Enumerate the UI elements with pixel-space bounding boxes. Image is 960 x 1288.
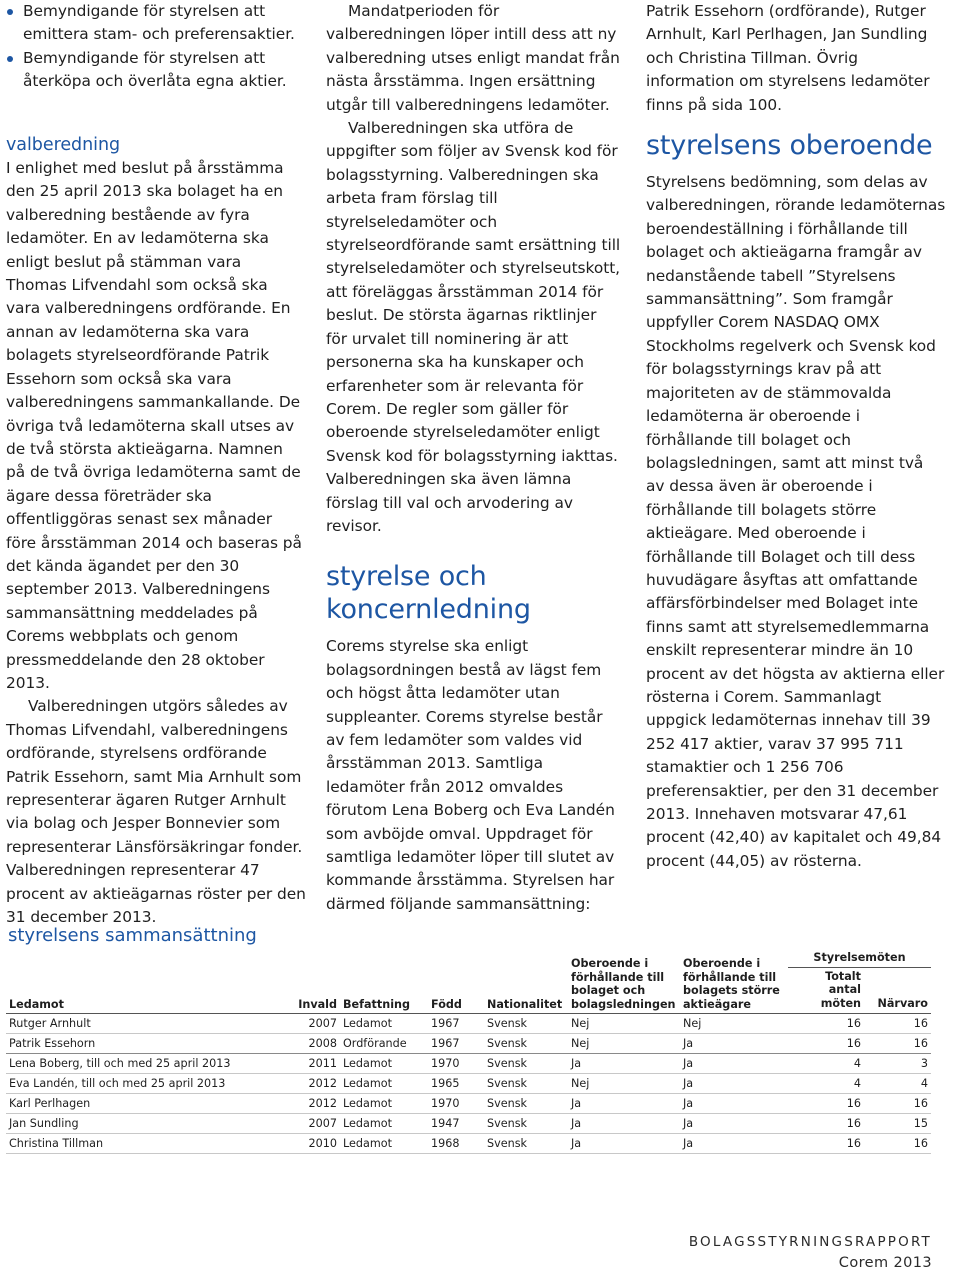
paragraph: I enlighet med beslut på årsstämma den 25 april 2013 ska bolaget ha en valberedning bestående av fyra ledamöter. En av ledamöterna ska enligt beslut på stämman vara Thomas Lifvendahl som också ska vara valberedningens ordförande. En annan av ledamöterna ska vara bolagets styrelseordförande Patrik Essehorn som också ska vara valberedningens sammankallande. De övriga två ledamöterna skall utses av de två största aktieägarna. Namnen på de två övriga ledamöterna samt de ägare dessa företräder ska offentliggöras senast sex månader före årsstämman 2014 och baseras på det kända ägandet per den 30 september 2013. Valberedningens sammansättning meddelades på Corems webbplats och genom pressmeddelande den 28 oktober 2013. [6, 159, 302, 692]
table-cell: Jan Sundling [6, 1114, 278, 1134]
bullet-list [6, 0, 306, 94]
table-cell: Svensk [484, 1034, 568, 1054]
section-heading-oberoende: styrelsens oberoende [646, 130, 933, 162]
table-cell: Eva Landén, till och med 25 april 2013 [6, 1074, 278, 1094]
table-cell: Patrik Essehorn [6, 1034, 278, 1054]
table-cell: 16 [864, 1134, 931, 1154]
table-cell: Ledamot [340, 1134, 428, 1154]
board-composition-table [6, 951, 931, 1154]
table-cell: 1967 [428, 1014, 484, 1034]
header-narvaro: Närvaro [864, 967, 931, 1014]
table-cell: 1965 [428, 1074, 484, 1094]
column-left [6, 0, 306, 929]
column-right [646, 0, 946, 873]
table-cell: Ledamot [340, 1114, 428, 1134]
table-cell: 2008 [278, 1034, 340, 1054]
table-row [6, 1134, 931, 1154]
table-cell: 16 [788, 1014, 864, 1034]
table-cell: Svensk [484, 1094, 568, 1114]
table-row [6, 1034, 931, 1054]
table-cell: 16 [788, 1134, 864, 1154]
header-fodd: Född [428, 951, 484, 1014]
table-cell: Ja [680, 1094, 788, 1114]
header-invald: Invald [278, 951, 340, 1014]
table-cell: 1968 [428, 1134, 484, 1154]
page-footer [689, 1232, 932, 1274]
table-cell: Rutger Arnhult [6, 1014, 278, 1034]
table-cell: Ja [568, 1094, 680, 1114]
header-styrelsemoten: Styrelsemöten [788, 951, 931, 967]
table-cell: 2012 [278, 1094, 340, 1114]
table-cell: Nej [568, 1034, 680, 1054]
table-cell: Svensk [484, 1114, 568, 1134]
table-cell: 1947 [428, 1114, 484, 1134]
table-row [6, 1114, 931, 1134]
bullet-item: Bemyndigande för styrelsen att återköpa och överlåta egna aktier. [6, 47, 306, 94]
table-cell: 2007 [278, 1114, 340, 1134]
table-cell: Svensk [484, 1074, 568, 1094]
table-cell: 16 [864, 1094, 931, 1114]
table-cell: 4 [788, 1054, 864, 1074]
paragraph: Mandatperioden för valberedningen löper intill dess att ny valberedning utses enligt mandat från nästa årsstämma. Ingen ersättning utgår till valberedningens ledamöter. [326, 2, 620, 114]
table-row [6, 1094, 931, 1114]
table-body [6, 1014, 931, 1154]
table-cell: Ledamot [340, 1074, 428, 1094]
table-cell: Ordförande [340, 1034, 428, 1054]
header-oberoende-bolaget: Oberoende i förhållande till bolaget och bolagsledningen [568, 951, 680, 1014]
table-cell: Ja [680, 1134, 788, 1154]
table-cell: Nej [568, 1074, 680, 1094]
header-befattning: Befattning [340, 951, 428, 1014]
table-cell: Ja [568, 1054, 680, 1074]
table-row [6, 1074, 931, 1094]
table-cell: Svensk [484, 1054, 568, 1074]
bullet-item: Bemyndigande för styrelsen att emittera stam- och preferensaktier. [6, 0, 306, 47]
header-totalt: Totalt antal möten [788, 967, 864, 1014]
paragraph: Valberedningen ska utföra de uppgifter som följer av Svensk kod för bolagsstyrning. Valberedningen ska arbeta fram förslag till styrelseledamöter och styrelseordförande samt ersättning till styrelseledamöter och styrelseutskott, att föreläggas årsstämman 2014 för beslut. De största ägarnas riktlinjer för urvalet till nominering är att personerna ska ha kunskaper och erfarenheter som är relevanta för Corem. De regler som gäller för oberoende styrelseledamöter enligt Svensk kod för bolagsstyrning iakttas. Valberedningen ska även lämna förslag till val och arvodering av revisor. [326, 119, 621, 535]
section-heading-styrelse: styrelse och koncernledning [326, 561, 531, 626]
table-cell: Svensk [484, 1014, 568, 1034]
table-cell: Svensk [484, 1134, 568, 1154]
table-cell: 16 [788, 1034, 864, 1054]
report-year: Corem 2013 [838, 1255, 932, 1271]
paragraph: Valberedningen utgörs således av Thomas Lifvendahl, valberedningens ordförande, styrelsens ordförande Patrik Essehorn, samt Mia Arnhult som representerar ägaren Rutger Arnhult via bolag och Jesper Bonnevier som representerar Länsförsäkringar fonder. Valberedningen representerar 47 procent av aktieägarnas röster per den 31 december 2013. [6, 697, 306, 927]
table-cell: Ja [568, 1114, 680, 1134]
paragraph: Corems styrelse ska enligt bolagsordningen bestå av lägst fem och högst åtta ledamöter utan suppleanter. Corems styrelse består av fem ledamöter som valdes vid årsstämman 2013. Samtliga ledamöter från 2012 omvaldes förutom Lena Boberg och Eva Landén som avböjde omval. Uppdraget för samtliga ledamöter löper till slutet av kommande årsstämma. Styrelsen har därmed följande sammansättning: [326, 637, 615, 913]
table-cell: Karl Perlhagen [6, 1094, 278, 1114]
table-cell: Ja [680, 1074, 788, 1094]
table-cell: 1970 [428, 1094, 484, 1114]
table-cell: 16 [864, 1014, 931, 1034]
table-cell: Nej [680, 1014, 788, 1034]
table-cell: 2011 [278, 1054, 340, 1074]
section-heading-valberedning: valberedning [6, 134, 121, 155]
table-cell: 4 [788, 1074, 864, 1094]
table-cell: 2007 [278, 1014, 340, 1034]
table-cell: Ja [680, 1054, 788, 1074]
table-cell: 4 [864, 1074, 931, 1094]
table-row [6, 1014, 931, 1034]
paragraph: Patrik Essehorn (ordförande), Rutger Arnhult, Karl Perlhagen, Jan Sundling och Christina Tillman. Övrig information om styrelsens ledamöter finns på sida 100. [646, 2, 930, 114]
table-title: styrelsens sammansättning [8, 925, 257, 946]
table-cell: 16 [864, 1034, 931, 1054]
table-cell: 1970 [428, 1054, 484, 1074]
column-middle [326, 0, 622, 916]
table-cell: 1967 [428, 1034, 484, 1054]
table-cell: 15 [864, 1114, 931, 1134]
table-cell: 16 [788, 1094, 864, 1114]
table-cell: Ledamot [340, 1054, 428, 1074]
table-cell: Ja [568, 1134, 680, 1154]
table-cell: Lena Boberg, till och med 25 april 2013 [6, 1054, 278, 1074]
table-cell: Ledamot [340, 1014, 428, 1034]
table-cell: 2010 [278, 1134, 340, 1154]
table-cell: Ja [680, 1034, 788, 1054]
header-nationalitet: Nationalitet [484, 951, 568, 1014]
report-name: BOLAGSSTYRNINGSRAPPORT [688, 1234, 932, 1250]
table-cell: Christina Tillman [6, 1134, 278, 1154]
table-cell: 3 [864, 1054, 931, 1074]
header-ledamot: Ledamot [6, 951, 278, 1014]
table-cell: Ja [680, 1114, 788, 1134]
paragraph: Styrelsens bedömning, som delas av valberedningen, rörande ledamöternas beroendeställning i förhållande till bolaget och aktieägarna framgår av nedanstående tabell ”Styrelsens sammansättning”. Som framgår uppfyller Corem NASDAQ OMX Stockholms regelverk och Svensk kod för bolagsstyrnings krav på att majoriteten av de stämmovalda ledamöterna är oberoende i förhållande till bolaget och bolagsledningen, samt att minst två av dessa även är oberoende i förhållande till bolagets större aktieägare. Med oberoende i förhållande till Bolaget och till dess huvudägare åsyftas att omfattande affärsförbindelser med Bolaget inte finns samt att styrelsemedlemmarna enskilt representerar mindre än 10 procent av det högsta av aktierna eller rösterna i Corem. Sammanlagt uppgick ledamöternas innehav till 39 252 417 aktier, varav 37 995 711 stamaktier och 1 256 706 preferensaktier, per den 31 december 2013. Innehaven motsvarar 47,61 procent (42,40) av kapitalet och 49,84 procent (44,05) av rösterna. [646, 173, 946, 870]
table-row [6, 1054, 931, 1074]
header-oberoende-agare: Oberoende i förhållande till bolagets större aktieägare [680, 951, 788, 1014]
table-cell: Ledamot [340, 1094, 428, 1114]
table-cell: 16 [788, 1114, 864, 1134]
table-cell: Nej [568, 1014, 680, 1034]
table-cell: 2012 [278, 1074, 340, 1094]
